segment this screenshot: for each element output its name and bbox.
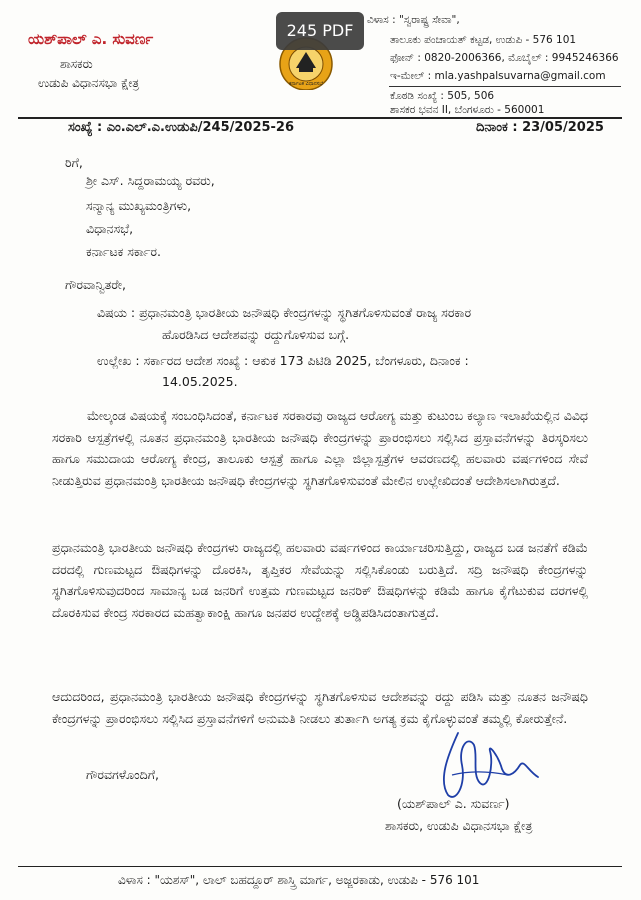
signatory-name: (ಯಶ್‌ಪಾಲ್ ಎ. ಸುವರ್ಣ) (397, 796, 510, 811)
letter-date: ದಿನಾಂಕ : 23/05/2025 (476, 120, 604, 135)
recipient-office: ವಿಧಾನಸಭೆ, (86, 221, 134, 236)
body-paragraph-2: ಪ್ರಧಾನಮಂತ್ರಿ ಭಾರತೀಯ ಜನೌಷಧಿ ಕೇಂದ್ರಗಳು ರಾಜ್ಯದಲ್ಲಿ ಹಲವಾರು ವರ್ಷಗಳಿಂದ ಕಾರ್ಯಾಚರಿಸುತ್ತಿದ್ದು, ರಾಜ್ಯದ ಬಡ ಜನತೆಗೆ ಕಡಿಮೆ ದರದಲ್ಲಿ ಗುಣಮಟ್ಟದ ಔಷಧಿಗಳನ್ನು ದೊರಕಿಸಿ, ತೃಪ್ತಿಕರ ಸೇವೆಯನ್ನು ಸಲ್ಲಿಸಿಕೊಂಡು ಬರುತ್ತಿದೆ. ಸದ್ರಿ ಜನೌಷಧಿ ಕೇಂದ್ರಗಳನ್ನು ಸ್ಥಗಿತಗೊಳಿಸುವುದರಿಂದ ಸಾಮಾನ್ಯ ಬಡ ಜನರಿಗೆ ಉತ್ತಮ ಗುಣಮಟ್ಟದ ಜನರಿಕ್ ಔಷಧಿಗಳನ್ನು ಕಡಿಮೆ ಹಾಗೂ ಕೈಗೆಟುಕುವ ದರಗಳಲ್ಲಿ ದೊರಕಿಸುವ ಕೇಂದ್ರ ಸರಕಾರದ ಮಹತ್ವಾಕಾಂಕ್ಷಿ ಹಾಗೂ ಜನಪರ ಉದ್ದೇಶಕ್ಕೆ ಅಡ್ಡಿಪಡಿಸಿದಂತಾಗುತ್ತದೆ. (52, 540, 588, 620)
sender-name: ಯಶ್‌ಪಾಲ್ ಎ. ಸುವರ್ಣ (28, 30, 154, 48)
subject-line-1: ವಿಷಯ : ಪ್ರಧಾನಮಂತ್ರಿ ಭಾರತೀಯ ಜನೌಷಧಿ ಕೇಂದ್ರಗಳನ್ನು ಸ್ಥಗಿತಗೊಳಿಸುವಂತೆ ರಾಜ್ಯ ಸರಕಾರ (97, 305, 472, 320)
emblem-caption: ಕರ್ನಾಟಕ ವಿಧಾನಸಭೆ (289, 81, 323, 87)
footer-address: ವಿಳಾಸ : "ಯಶಸ್", ಲಾಲ್ ಬಹದ್ದೂರ್ ಶಾಸ್ತ್ರಿ ಮಾರ್ಗ, ಅಜ್ಜರಕಾಡು, ಉಡುಪಿ - 576 101 (118, 873, 480, 887)
sender-constituency: ಉಡುಪಿ ವಿಧಾನಸಭಾ ಕ್ಷೇತ್ರ (38, 76, 140, 90)
address-divider (389, 86, 621, 87)
footer-rule (18, 866, 622, 867)
pdf-page-badge[interactable]: 245 PDF (276, 12, 364, 50)
closing: ಗೌರವಗಳೊಂದಿಗೆ, (86, 767, 159, 782)
recipient-title: ಸನ್ಮಾನ್ಯ ಮುಖ್ಯಮಂತ್ರಿಗಳು, (86, 198, 192, 213)
body-paragraph-1: ಮೇಲ್ಕಂಡ ವಿಷಯಕ್ಕೆ ಸಂಬಂಧಿಸಿದಂತೆ, ಕರ್ನಾಟಕ ಸರಕಾರವು ರಾಜ್ಯದ ಆರೋಗ್ಯ ಮತ್ತು ಕುಟುಂಬ ಕಲ್ಯಾಣ ಇಲಾಖೆಯಲ್ಲಿನ ವಿವಿಧ ಸರಕಾರಿ ಆಸ್ಪತ್ರೆಗಳಲ್ಲಿ ನೂತನ ಪ್ರಧಾನಮಂತ್ರಿ ಭಾರತೀಯ ಜನೌಷಧಿ ಕೇಂದ್ರಗಳನ್ನು ಪ್ರಾರಂಭಿಸಲು ಸಲ್ಲಿಸಿದ ಪ್ರಸ್ತಾವನೆಗಳನ್ನು ತಿರಸ್ಕರಿಸಲು ಹಾಗೂ ಸಮುದಾಯ ಆರೋಗ್ಯ ಕೇಂದ್ರ, ತಾಲೂಕು ಆಸ್ಪತ್ರೆ ಹಾಗೂ ಎಲ್ಲಾ ಜಿಲ್ಲಾಸ್ಪತ್ರೆಗಳ ಆವರಣದಲ್ಲಿ ಹಲವಾರು ವರ್ಷಗಳಿಂದ ಸೇವೆ ನೀಡುತ್ತಿರುವ ಪ್ರಧಾನಮಂತ್ರಿ ಭಾರತೀಯ ಜನೌಷಧಿ ಕೇಂದ್ರಗಳನ್ನು ಸ್ಥಗಿತಗೊಳಿಸುವಂತೆ ಮೇಲಿನ ಉಲ್ಲೇಖಿದಂತೆ ಆದೇಶಿಸಲಾಗಿರುತ್ತದೆ. (52, 408, 588, 488)
sender-title: ಶಾಸಕರು (60, 57, 93, 71)
email-line[interactable]: ಇ-ಮೇಲ್ : mla.yashpalsuvarna@gmail.com (390, 70, 606, 82)
header-rule (18, 117, 622, 119)
recipient-name: ಶ್ರೀ ಎಸ್. ಸಿದ್ದರಾಮಯ್ಯ ರವರು, (86, 173, 215, 188)
signatory-designation: ಶಾಸಕರು, ಉಡುಪಿ ವಿಧಾನಸಭಾ ಕ್ಷೇತ್ರ (385, 818, 533, 833)
phone-line: ಫೋನ್ : 0820-2006366, ಮೊಬೈಲ್ : 9945246366 (390, 52, 619, 64)
subject-line-2: ಹೊರಡಿಸಿದ ಆದೇಶವನ್ನು ರದ್ದುಗೊಳಿಸುವ ಬಗ್ಗೆ. (162, 327, 350, 342)
reference-line-2: 14.05.2025. (162, 374, 238, 389)
building-line: ಶಾಸಕರ ಭವನ II, ಬೆಂಗಳೂರು - 560001 (390, 104, 545, 116)
handwritten-signature (428, 725, 548, 805)
address-line-2: ತಾಲೂಕು ಪಂಚಾಯತ್ ಕಟ್ಟಡ, ಉಡುಪಿ - 576 101 (390, 34, 577, 46)
room-line: ಕೊಠಡಿ ಸಂಖ್ಯೆ : 505, 506 (390, 90, 495, 102)
reference-line-1: ಉಲ್ಲೇಖ : ಸರ್ಕಾರದ ಆದೇಶ ಸಂಖ್ಯೆ : ಆಕುಕ 173 ಪಿಟಿಡಿ 2025, ಬೆಂಗಳೂರು, ದಿನಾಂಕ : (97, 353, 469, 368)
body-paragraph-3: ಆದುದರಿಂದ, ಪ್ರಧಾನಮಂತ್ರಿ ಭಾರತೀಯ ಜನೌಷಧಿ ಕೇಂದ್ರಗಳನ್ನು ಸ್ಥಗಿತಗೊಳಿಸುವ ಆದೇಶವನ್ನು ರದ್ದು ಪಡಿಸಿ ಮತ್ತು ನೂತನ ಜನೌಷಧಿ ಕೇಂದ್ರಗಳನ್ನು ಪ್ರಾರಂಭಿಸಲು ಸಲ್ಲಿಸಿದ ಪ್ರಸ್ತಾವನೆಗಳಿಗೆ ಅನುಮತಿ ನೀಡಲು ತುರ್ತಾಗಿ ಅಗತ್ಯ ಕ್ರಮ ಕೈಗೊಳ್ಳುವಂತೆ ತಮ್ಮಲ್ಲಿ ಕೋರುತ್ತೇನೆ. (52, 689, 588, 726)
reference-number: ಸಂಖ್ಯೆ : ಎಂ.ಎಲ್.ಎ.ಉಡುಪಿ/245/2025-26 (68, 120, 295, 135)
recipient-to: ರಿಗೆ, (65, 155, 83, 170)
recipient-government: ಕರ್ನಾಟಕ ಸರ್ಕಾರ. (86, 244, 161, 259)
salutation: ಗೌರವಾನ್ವಿತರೇ, (65, 277, 126, 292)
address-line-1: ವಿಳಾಸ : "ಸ್ವರಾಷ್ಟ್ರ ಸೇವಾ", (367, 14, 460, 26)
